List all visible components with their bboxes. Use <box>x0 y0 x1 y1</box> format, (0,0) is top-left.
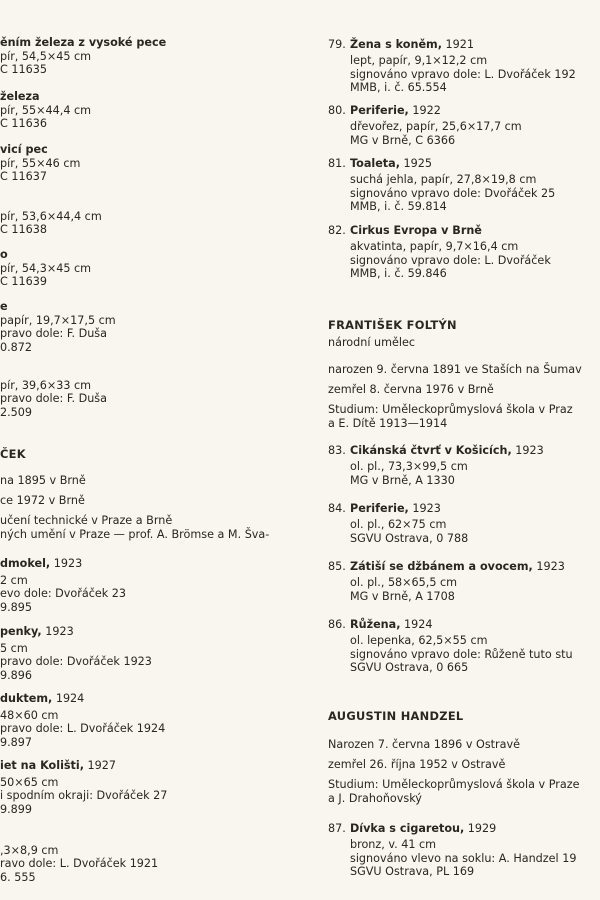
artist-born: na 1895 v Brně <box>0 474 86 487</box>
entry-year: 1924 <box>52 692 85 705</box>
entry-medium: ol. pl., 58×65,5 cm <box>350 576 458 589</box>
entry-number: 84. <box>328 502 346 515</box>
entry-year: 1923 <box>532 560 565 573</box>
catalogue-entry <box>0 196 102 237</box>
entry-year: 1921 <box>441 38 474 51</box>
entry-title: ěním železa z vysoké pece <box>0 36 167 49</box>
entry-year: 1923 <box>408 502 441 515</box>
entry-collection: SGVU Ostrava, 0 665 <box>350 661 469 674</box>
entry-medium: ol. pl., 62×75 cm <box>350 518 447 531</box>
entry-title: duktem, <box>0 692 53 705</box>
artist-study-cont: a E. Dítě 1913—1914 <box>328 416 448 430</box>
artist-study: Studium: Uměleckoprůmyslová škola v Praz <box>328 403 573 416</box>
artist-name: ČEK <box>0 447 26 461</box>
artist-name: AUGUSTIN HANDZEL <box>328 709 464 723</box>
entry-collection: 6. 555 <box>0 870 36 884</box>
catalogue-entry <box>0 625 152 682</box>
entry-medium: pír, 54,5×45 cm <box>0 49 92 63</box>
entry-year: 1923 <box>41 625 74 638</box>
entry-signature: ravo dole: L. Dvořáček 1921 <box>0 857 159 870</box>
entry-title-line <box>350 157 555 171</box>
entry-medium: akvatinta, papír, 9,7×16,4 cm <box>350 240 519 253</box>
entry-collection: MMB, i. č. 59.846 <box>350 267 447 280</box>
entry-medium: bronz, v. 41 cm <box>350 838 437 851</box>
entry-medium: ol. lepenka, 62,5×55 cm <box>350 634 488 647</box>
entry-number: 79. <box>328 38 346 51</box>
entry-title-line <box>0 827 158 841</box>
entry-medium: dřevořez, papír, 25,6×17,7 cm <box>350 120 522 133</box>
entry-number: 87. <box>328 822 346 835</box>
entry-title <box>0 365 107 379</box>
entry-title: Cikánská čtvrť v Košicích, <box>350 444 512 457</box>
entry-medium: pír, 55×46 cm <box>0 156 81 170</box>
entry-title: Toaleta, <box>350 157 400 170</box>
entry-year: 1929 <box>464 822 497 835</box>
entry-signature: pravo dole: F. Duša <box>0 327 107 340</box>
entry-signature: signováno vpravo dole: Dvořáček 25 <box>350 186 556 200</box>
entry-number: 82. <box>328 224 346 237</box>
entry-title: železa <box>0 90 40 103</box>
entry-collection: 9.897 <box>0 735 33 749</box>
entry-title-line <box>350 822 576 836</box>
entry-title: o <box>0 248 8 261</box>
artist-born: narozen 9. června 1891 ve Staších na Šumav <box>328 363 582 376</box>
artist-study: učení technické v Praze a Brně <box>0 514 173 527</box>
entry-title: e <box>0 300 8 313</box>
entry-title: dmokel, <box>0 557 51 570</box>
entry-collection: 9.899 <box>0 802 33 816</box>
entry-title-line <box>350 618 573 632</box>
artist-died: zemřel 26. října 1952 v Ostravě <box>328 758 506 771</box>
entry-title: vicí pec <box>0 143 48 156</box>
artist-name: FRANTIŠEK FOLTÝN <box>328 318 457 332</box>
entry-collection: 0.872 <box>0 340 33 354</box>
entry-title: Zátiší se džbánem a ovocem, <box>350 560 533 573</box>
entry-medium: pír, 39,6×33 cm <box>0 378 92 392</box>
entry-title-line <box>0 557 126 571</box>
entry-medium: 50×65 cm <box>0 775 59 789</box>
entry-number: 86. <box>328 618 346 631</box>
entry-signature: signováno vpravo dole: L. Dvořáček <box>350 253 551 267</box>
artist-bio <box>328 738 579 805</box>
entry-collection: C 11638 <box>0 223 47 236</box>
entry-signature: evo dole: Dvořáček 23 <box>0 587 127 600</box>
entry-signature: i spodním okraji: Dvořáček 27 <box>0 789 168 802</box>
entry-number: 83. <box>328 444 346 457</box>
entry-medium: lept, papír, 9,1×12,2 cm <box>350 54 488 67</box>
entry-title-line <box>350 444 544 458</box>
entry-signature: pravo dole: F. Duša <box>0 392 107 405</box>
entry-number: 80. <box>328 104 346 117</box>
entry-medium: 48×60 cm <box>0 708 59 722</box>
entry-signature: signováno vpravo dole: L. Dvořáček 192 <box>350 67 576 81</box>
entry-medium: pír, 53,6×44,4 cm <box>0 209 102 223</box>
artist-bio <box>328 363 582 430</box>
entry-medium: 2 cm <box>0 573 28 587</box>
artist-study: Studium: Uměleckoprůmyslová škola v Praze <box>328 778 580 791</box>
entry-title <box>0 196 102 210</box>
entry-collection: SGVU Ostrava, PL 169 <box>350 865 475 878</box>
entry-signature: signováno vpravo dole: Růženě tuto stu <box>350 647 573 661</box>
entry-year: 1927 <box>84 759 117 772</box>
entry-title-line <box>350 38 576 52</box>
catalogue-entry <box>0 692 165 749</box>
entry-year: 1923 <box>50 557 83 570</box>
entry-medium: ol. pl., 73,3×99,5 cm <box>350 460 468 473</box>
entry-title: Periferie, <box>350 502 409 515</box>
entry-collection: MMB, i. č. 65.554 <box>350 81 447 94</box>
artist-title: národní umělec <box>328 336 416 349</box>
entry-title: iet na Kolišti, <box>0 759 84 772</box>
artist-study-cont: ných umění v Praze — prof. A. Brömse a M. Šva- <box>0 527 270 541</box>
entry-title: Periferie, <box>350 104 409 117</box>
entry-title-line <box>350 224 551 238</box>
entry-collection: C 11637 <box>0 170 47 183</box>
catalogue-entry <box>0 365 107 419</box>
entry-medium: 5 cm <box>0 641 28 655</box>
catalogue-entry <box>0 827 158 884</box>
entry-title-line <box>0 625 152 639</box>
entry-collection: C 11639 <box>0 275 47 288</box>
entry-collection: 2.509 <box>0 405 33 419</box>
entry-signature: signováno vlevo na soklu: A. Handzel 19 <box>350 851 577 865</box>
entry-signature: pravo dole: L. Dvořáček 1924 <box>0 722 166 735</box>
entry-title-line <box>350 560 565 574</box>
entry-medium: pír, 54,3×45 cm <box>0 261 92 275</box>
entry-collection: 9.896 <box>0 668 33 682</box>
entry-title: Dívka s cigaretou, <box>350 822 465 835</box>
entry-title-line <box>350 104 522 118</box>
entry-title: penky, <box>0 625 42 638</box>
entry-collection: MG v Brně, A 1708 <box>350 589 455 603</box>
entry-collection: MG v Brně, A 1330 <box>350 473 455 487</box>
entry-title: Cirkus Evropa v Brně <box>350 224 482 237</box>
entry-year: 1922 <box>408 104 441 117</box>
entry-year: 1924 <box>400 618 433 631</box>
entry-number: 85. <box>328 560 346 573</box>
artist-bio <box>0 474 269 541</box>
entry-year: 1925 <box>399 157 432 170</box>
entry-collection: C 11636 <box>0 117 47 130</box>
entry-medium: papír, 19,7×17,5 cm <box>0 313 116 327</box>
entry-collection: MMB, i. č. 59.814 <box>350 200 447 213</box>
entry-title: Růžena, <box>350 618 401 631</box>
entry-number: 81. <box>328 157 346 170</box>
artist-born: Narozen 7. června 1896 v Ostravě <box>328 738 520 751</box>
entry-title-line <box>0 692 165 706</box>
catalogue-entry <box>0 557 126 614</box>
artist-study-cont: a J. Drahoňovský <box>328 791 422 805</box>
catalogue-entry <box>0 759 167 816</box>
entry-signature: pravo dole: Dvořáček 1923 <box>0 655 152 668</box>
entry-title-line <box>0 759 167 773</box>
catalogue-entry <box>0 143 80 184</box>
entry-collection: MG v Brně, C 6366 <box>350 133 456 147</box>
entry-collection: SGVU Ostrava, 0 788 <box>350 531 469 545</box>
entry-medium: pír, 55×44,4 cm <box>0 103 92 117</box>
catalogue-entry <box>0 90 91 131</box>
entry-medium: ,3×8,9 cm <box>0 843 59 857</box>
catalogue-entry <box>0 300 116 354</box>
entry-medium: suchá jehla, papír, 27,8×19,8 cm <box>350 173 537 186</box>
entry-collection: 9.895 <box>0 600 33 614</box>
entry-collection: C 11635 <box>0 63 47 76</box>
entry-title: Žena s koněm, <box>350 38 442 51</box>
entry-year: 1923 <box>511 444 544 457</box>
artist-died: zemřel 8. června 1976 v Brně <box>328 383 494 396</box>
catalogue-entry <box>0 248 91 289</box>
catalogue-entry <box>0 36 166 77</box>
artist-died: ce 1972 v Brně <box>0 494 85 507</box>
entry-title-line <box>350 502 468 516</box>
artist-subtitle <box>328 336 415 350</box>
